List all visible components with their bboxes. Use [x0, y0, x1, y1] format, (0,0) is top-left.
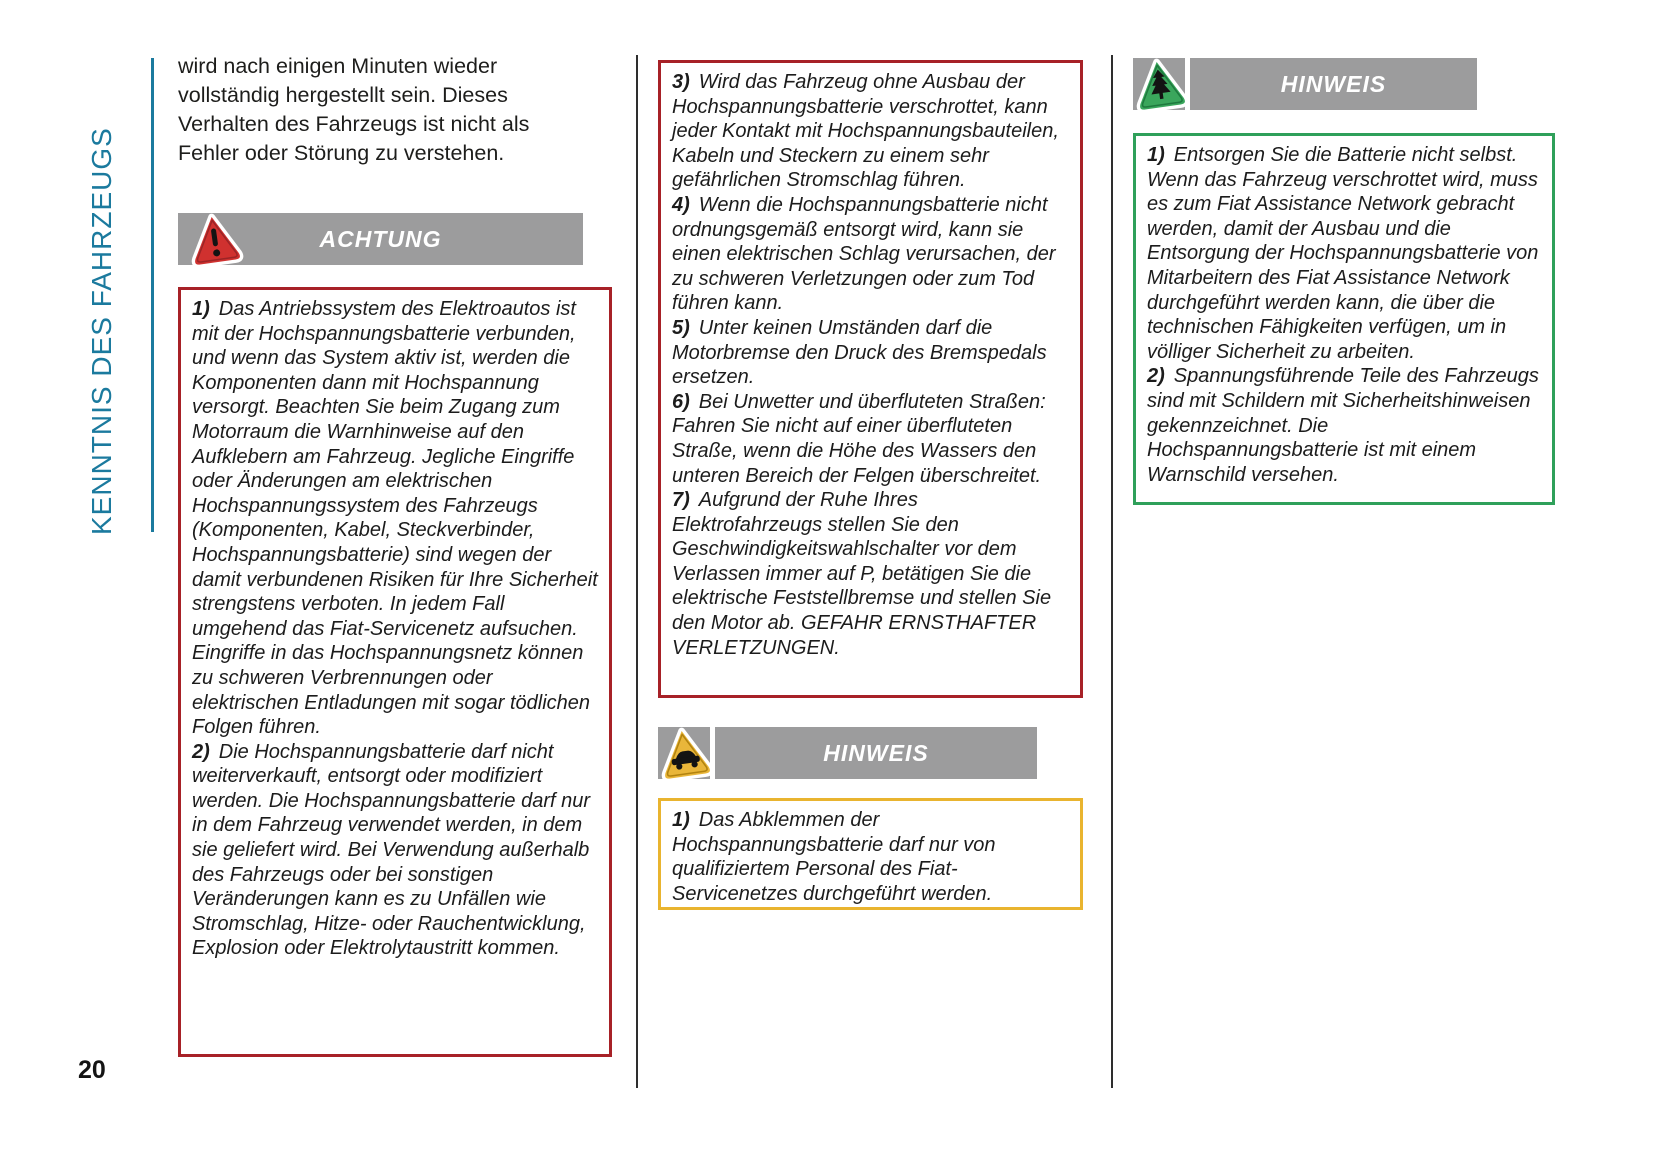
notice-item-1	[1147, 143, 1542, 364]
hinweis-service-icon-cell	[658, 727, 710, 779]
pine-tree-triangle-icon	[1131, 55, 1189, 113]
item-text: Das Antriebssystem des Elektroautos ist mit der Hochspannungsbatterie verbunden, und wenn das System aktiv ist, werden die Komponenten dann mit Hochspannung versorgt. Beachten Sie beim Zugang zum Motorraum die Warnhinweise auf den Aufklebern am Fahrzeug. Jegliche Eingriffe oder Änderungen am elektrischen Hochspannungssystem des Fahrzeugs (Komponenten, Kabel, Steckverbinder, Hochspannungsbatterie) sind wegen der damit verbundenen Risiken für Ihre Sicherheit strengstens verboten. In jedem Fall umgehend das Fiat-Servicenetz aufsuchen. Eingriffe in das Hochspannungsnetz können zu schweren Verbrennungen oder elektrischen Entladungen mit sogar tödlichen Folgen führen.	[192, 298, 598, 739]
hinweis-service-header	[658, 727, 1037, 779]
notice-item-1	[672, 808, 1070, 906]
hinweis-environment-label: HINWEIS	[1280, 71, 1387, 97]
achtung-header-label: ACHTUNG	[319, 226, 442, 252]
item-text: Entsorgen Sie die Batterie nicht selbst. Wenn das Fahrzeug verschrottet wird, muss es zum Fiat Assistance Network gebracht werden, damit der Ausbau und die Entsorgung der Hochspannungsbatterie von Mitarbeitern des Fiat Assistance Network durchgeführt werden kann, die über die technischen Fähigkeiten verfügen, um in völliger Sicherheit zu arbeiten.	[1147, 144, 1539, 363]
item-text: Wenn die Hochspannungsbatterie nicht ordnungsgemäß entsorgt wird, kann sie einen elektrischen Schlag verursachen, der zu schweren Verletzungen oder zum Tod führen kann.	[672, 193, 1056, 315]
chapter-title-vertical: KENNTNIS DES FAHRZEUGS	[86, 127, 117, 535]
item-text: Bei Unwetter und überfluteten Straßen: Fahren Sie nicht auf einer überfluteten Straße, wenn die Höhe des Wassers den unteren Bereich der Felgen überschreitet.	[672, 390, 1046, 487]
item-number: 2)	[192, 740, 210, 763]
warning-item-7	[672, 488, 1070, 660]
item-number: 4)	[672, 193, 690, 216]
hinweis-service-bar	[715, 727, 1037, 779]
warning-item-5	[672, 316, 1070, 390]
item-number: 7)	[672, 489, 690, 512]
item-text: Die Hochspannungsbatterie darf nicht weiterverkauft, entsorgt oder modifiziert werden. Die Hochspannungsbatterie darf nur in dem Fahrzeug verwendet werden, in dem sie geliefert wird. Bei Verwendung außerhalb des Fahrzeugs oder bei sonstigen Veränderungen kann es zu Unfällen wie Stromschlag, Hitze- oder Rauchentwicklung, Explosion oder Elektrolytaustritt kommen.	[192, 740, 591, 960]
car-triangle-icon	[656, 724, 714, 782]
hinweis-environment-header	[1133, 58, 1477, 110]
hinweis-environment-bar	[1190, 58, 1477, 110]
hinweis-service-label: HINWEIS	[823, 740, 929, 766]
achtung-header	[178, 213, 583, 265]
warning-box-part2	[658, 60, 1083, 698]
item-number: 2)	[1147, 365, 1165, 388]
item-text: Unter keinen Umständen darf die Motorbremse den Druck des Bremspedals ersetzen.	[672, 316, 1047, 389]
item-number: 6)	[672, 390, 690, 413]
warning-item-4	[672, 193, 1070, 316]
column-divider	[1111, 55, 1113, 1088]
item-text: Das Abklemmen der Hochspannungsbatterie darf nur von qualifiziertem Personal des Fiat-Servicenetzes durchgeführt werden.	[672, 809, 996, 905]
item-number: 1)	[1147, 144, 1165, 166]
item-text: Aufgrund der Ruhe Ihres Elektrofahrzeugs stellen Sie den Geschwindigkeitswahlschalter vor dem Verlassen immer auf P, betätigen Sie die elektrische Feststellbremse und stellen Sie den Motor ab. GEFAHR ERNSTHAFTER VERLETZUNGEN.	[672, 489, 1052, 659]
item-number: 1)	[192, 298, 210, 320]
warning-item-1	[192, 297, 599, 740]
warning-triangle-icon	[186, 210, 244, 268]
item-text: Spannungsführende Teile des Fahrzeugs sind mit Schildern mit Sicherheitshinweisen gekennzeichnet. Die Hochspannungsbatterie ist mit einem Warnschild versehen.	[1147, 365, 1539, 486]
notice-box-environment	[1133, 133, 1555, 505]
notice-item-2	[1147, 364, 1542, 487]
item-text: Wird das Fahrzeug ohne Ausbau der Hochspannungsbatterie verschrottet, kann jeder Kontakt mit Hochspannungsbauteilen, Kabeln und Steckern zu einem sehr gefährlichen Stromschlag führen.	[672, 71, 1059, 192]
item-number: 1)	[672, 809, 690, 831]
column-divider	[636, 55, 638, 1088]
hinweis-environment-icon-cell	[1133, 58, 1185, 110]
warning-box-part1	[178, 287, 612, 1057]
warning-item-3	[672, 70, 1070, 193]
page-number: 20	[78, 1056, 106, 1084]
intro-paragraph: wird nach einigen Minuten wieder vollständig hergestellt sein. Dieses Verhalten des Fahrzeugs ist nicht als Fehler oder Störung zu verstehen.	[178, 54, 530, 165]
item-number: 3)	[672, 71, 690, 93]
sidebar-rule	[151, 58, 154, 532]
item-number: 5)	[672, 316, 690, 339]
warning-item-2	[192, 740, 599, 961]
warning-item-6	[672, 390, 1070, 488]
notice-box-service	[658, 798, 1083, 910]
